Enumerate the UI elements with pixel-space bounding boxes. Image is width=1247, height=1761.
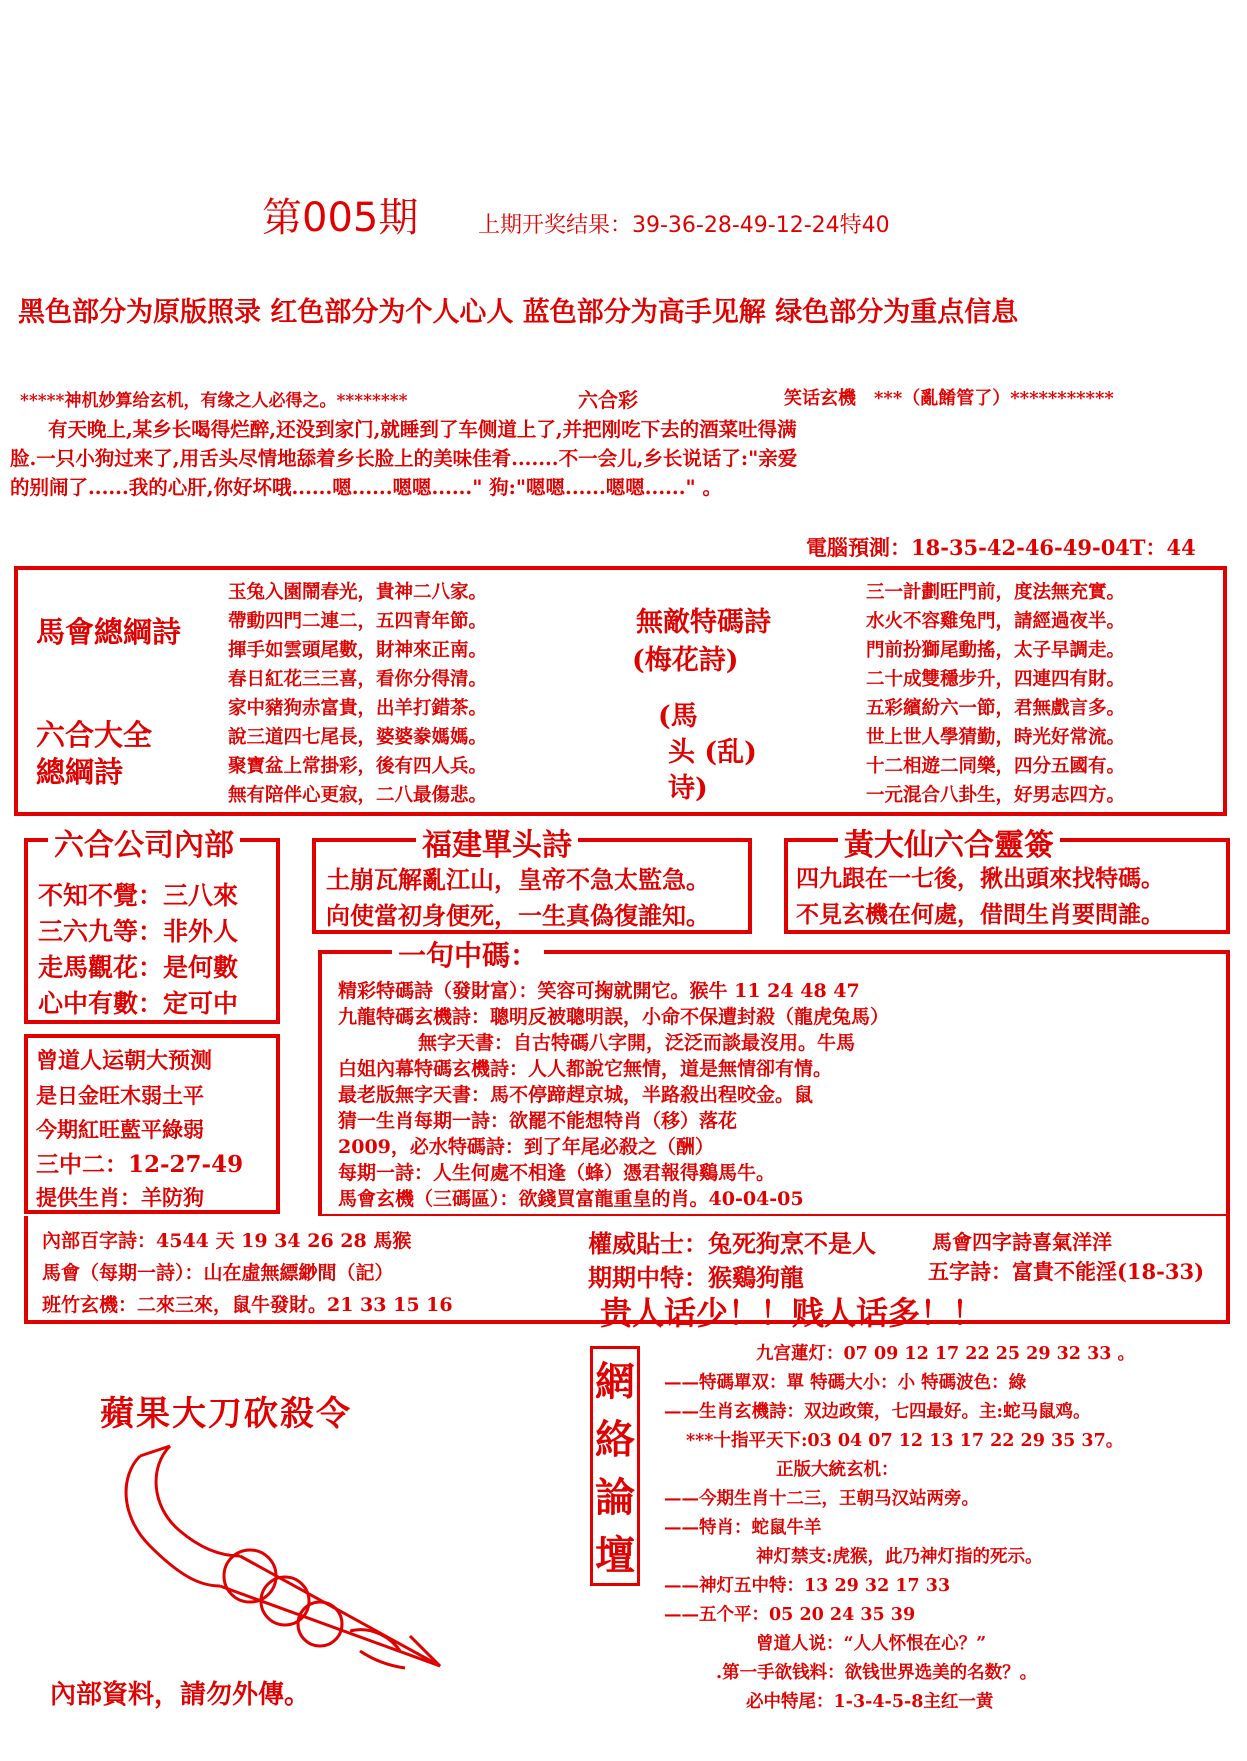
huang-line-2: 不見玄機在何處，借問生肖要問誰。 (796, 901, 1164, 928)
fujian-line-2: 向使當初身便死，一生真偽復誰知。 (326, 901, 710, 930)
band-right-2: 五字詩：富貴不能淫(18-33) (928, 1259, 1205, 1284)
one-sentence-line: 精彩特碼詩（發財富）：笑容可掬就開它。猴牛 11 24 48 47 (338, 980, 860, 1002)
band-left-1: 內部百字詩：4544 天 19 34 26 28 馬猴 (42, 1230, 412, 1252)
forum-line: ***十指平天下:03 04 07 12 13 17 22 29 35 37。 (686, 1431, 1124, 1451)
huang-box (784, 828, 1230, 934)
mid-poem-line: 玉兔入園鬧春光，貴神二八家。 (228, 582, 488, 603)
mid-poem-line: 揮手如雲頭尾數，財神來正南。 (228, 640, 488, 661)
one-sentence-line: 猜一生肖每期一詩：欲罷不能想特肖（移）落花 (338, 1110, 738, 1132)
sword-title: 蘋果大刀砍殺令 (100, 1394, 352, 1434)
one-sentence-line: 白姐內幕特碼玄機詩：人人都說它無情，道是無情卻有情。 (338, 1058, 833, 1080)
right-poem-line: 水火不容雞兔門，請經過夜半。 (866, 611, 1126, 632)
color-legend: 黑色部分为原版照录 红色部分为个人心人 蓝色部分为高手见解 绿色部分为重点信息 (18, 297, 1019, 328)
right-poem-line: 三一計劃旺門前，度法無充實。 (866, 582, 1126, 603)
mid-poem-line: 聚寶盆上常掛彩，後有四人兵。 (228, 756, 488, 777)
forum-line: ——特肖：蛇鼠牛羊 (664, 1518, 822, 1538)
forum-line: 神灯禁支:虎猴，此乃神灯指的死示。 (756, 1547, 1043, 1567)
right-poem-line: 門前扮獅尾動搖，太子早調走。 (866, 640, 1126, 661)
taoist-line-3: 今期紅旺藍平綠弱 (36, 1117, 204, 1142)
one-sentence-line: 最老版無字天書：馬不停蹄趕京城，半路殺出程咬金。鼠 (338, 1084, 814, 1106)
left-title-1: 馬會總綱詩 (36, 615, 182, 649)
company-line: 走馬觀花：是何數 (38, 953, 239, 982)
taoist-box (24, 1034, 280, 1214)
band-mid-1: 權威貼士：兔死狗烹不是人 (588, 1229, 876, 1258)
company-line: 三六九等：非外人 (38, 917, 239, 946)
one-sentence-line: 九龍特碼玄機詩：聰明反被聰明誤，小命不保遭封殺（龍虎兔馬） (338, 1006, 890, 1028)
forum-line: .第一手欲钱料：欲钱世界选美的名数？。 (716, 1663, 1038, 1683)
company-title: 六合公司內部 (48, 820, 240, 864)
taoist-line-4: 三中二：12-27-49 (36, 1151, 244, 1178)
mid-poem-lines (228, 578, 608, 810)
right-poem-line: 世上世人學猜勤，時光好常流。 (866, 727, 1126, 748)
forum-line: ——神灯五中特：13 29 32 17 33 (664, 1576, 951, 1596)
taoist-line-2: 是日金旺木弱土平 (36, 1083, 204, 1108)
one-sentence-line: 每期一詩：人生何處不相逢（蜂）憑君報得鷄馬牛。 (338, 1162, 776, 1184)
forum-line: 必中特尾：1-3-4-5-8主红一黄 (746, 1692, 994, 1712)
huang-line-1: 四九跟在一七後，揪出頭來找特碼。 (796, 865, 1164, 892)
one-sentence-title: 一句中碼： (392, 934, 544, 974)
left-title-2: 六合大全 (36, 718, 153, 752)
forum-lines (646, 1340, 1236, 1740)
one-sentence-box (318, 939, 1230, 1218)
taoist-line-1: 曾道人运朝大预测 (36, 1048, 213, 1074)
mid-poem-line: 說三道四七尾長，婆婆豢媽媽。 (228, 727, 488, 748)
right-poem-lines (866, 578, 1226, 810)
forum-line: ——生肖玄機詩：双边政策，七四最好。主:蛇马鼠鸡。 (664, 1402, 1091, 1422)
band-mid-2: 期期中特：猴鷄狗龍 (588, 1263, 804, 1292)
one-sentence-line: 2009，必水特碼詩：到了年尾必殺之（酬） (338, 1136, 714, 1158)
center-title-2: (梅花詩) (632, 645, 739, 676)
band-right-1: 馬會四字詩喜氣洋洋 (932, 1230, 1112, 1254)
one-sentence-line: 無字天書：自古特碼八字開，泛泛而談最沒用。牛馬 (418, 1032, 856, 1054)
center-b-3: 诗) (668, 773, 708, 804)
forum-line: 九宫蓮灯：07 09 12 17 22 25 29 32 33 。 (756, 1344, 1136, 1364)
center-b-2: 头 (乱) (668, 737, 757, 768)
mid-poem-line: 帶動四門二連二，五四青年節。 (228, 611, 488, 632)
huang-title: 黃大仙六合靈簽 (838, 820, 1060, 864)
center-title-1: 無敵特碼詩 (636, 607, 771, 638)
forum-title-char: 絡 (595, 1416, 635, 1463)
fujian-box (312, 828, 752, 934)
forum-title-char: 壇 (595, 1532, 635, 1579)
band-left-3: 班竹玄機：二來三來，鼠牛發財。21 33 15 16 (42, 1294, 453, 1316)
center-b-1: (馬 (658, 701, 698, 732)
company-line: 心中有數：定可中 (38, 989, 239, 1018)
computer-prediction: 電腦預測：18-35-42-46-49-04T：44 (806, 535, 1196, 560)
right-poem-line: 十二相遊二同樂，四分五國有。 (866, 756, 1126, 777)
mid-poem-line: 家中豬狗赤富貴，出羊打錯茶。 (228, 698, 488, 719)
forum-title-char: 網 (595, 1358, 635, 1405)
bottom-band (24, 1216, 1230, 1332)
company-line: 不知不覺：三八來 (38, 881, 239, 910)
forum-line: ——今期生肖十二三，王朝马汉站两旁。 (664, 1489, 979, 1509)
right-poem-line: 一元混合八卦生，好男志四方。 (866, 785, 1126, 806)
one-sentence-lines (338, 976, 1228, 1216)
band-left-2: 馬會（每期一詩）：山在虛無縹緲間（記） (42, 1262, 394, 1284)
mid-poem-line: 無有陪伴心更寂，二八最傷悲。 (228, 785, 488, 806)
fujian-title: 福建單头詩 (416, 820, 578, 864)
taoist-line-5: 提供生肖：羊防狗 (36, 1185, 204, 1210)
forum-line: 正版大統玄机： (776, 1460, 899, 1480)
right-poem-line: 二十成雙穩步升，四連四有財。 (866, 669, 1126, 690)
sword-caption: 內部資料，請勿外傳。 (50, 1680, 311, 1710)
joke-line-1: 有天晚上,某乡长喝得烂醉,还没到家门,就睡到了车侧道上了,并把刚吃下去的酒菜吐得满 (48, 418, 797, 441)
poem-box (14, 566, 1227, 816)
joke-line-2: 脸.一只小狗过来了,用舌头尽情地舔着乡长脸上的美味佳肴.......不一会儿,乡长说话了:"亲爱 (10, 447, 798, 470)
forum-title-box (590, 1346, 640, 1586)
slogan: 贵人话少！！贱人话多！！ (600, 1294, 985, 1332)
mid-poem-line: 春日紅花三三喜，看你分得清。 (228, 669, 488, 690)
company-lines (38, 876, 278, 1022)
joke-header-right: 笑话玄機 ***（亂餚管了）*********** (784, 388, 1114, 409)
forum-line: 曾道人说：“人人怀恨在心？” (756, 1634, 987, 1654)
joke-header-left: *****神机妙算给玄机，有缘之人必得之。******** (20, 391, 408, 411)
joke-header-mid: 六合彩 (578, 388, 638, 412)
forum-line: ——特碼單双：單 特碼大小：小 特碼波色：綠 (664, 1373, 1027, 1393)
right-poem-line: 五彩繽紛六一節，君無戲言多。 (866, 698, 1126, 719)
forum-title-char: 論 (595, 1474, 635, 1521)
sword-icon (100, 1436, 500, 1686)
issue-number: 第005期 (262, 195, 419, 241)
last-result: 上期开奖结果：39-36-28-49-12-24特40 (478, 213, 890, 238)
joke-line-3: 的别闹了......我的心肝,你好坏哦......嗯......嗯嗯......" 狗:"嗯嗯......嗯嗯......" 。 (10, 476, 722, 499)
forum-line: ——五个平：05 20 24 35 39 (664, 1605, 916, 1625)
company-box (24, 828, 280, 1024)
one-sentence-line: 馬會玄機（三碼區）：欲錢買富龍重皇的肖。40-04-05 (338, 1188, 804, 1210)
fujian-line-1: 土崩瓦解亂江山，皇帝不急太監急。 (326, 865, 710, 894)
left-title-3: 總綱詩 (36, 755, 124, 789)
